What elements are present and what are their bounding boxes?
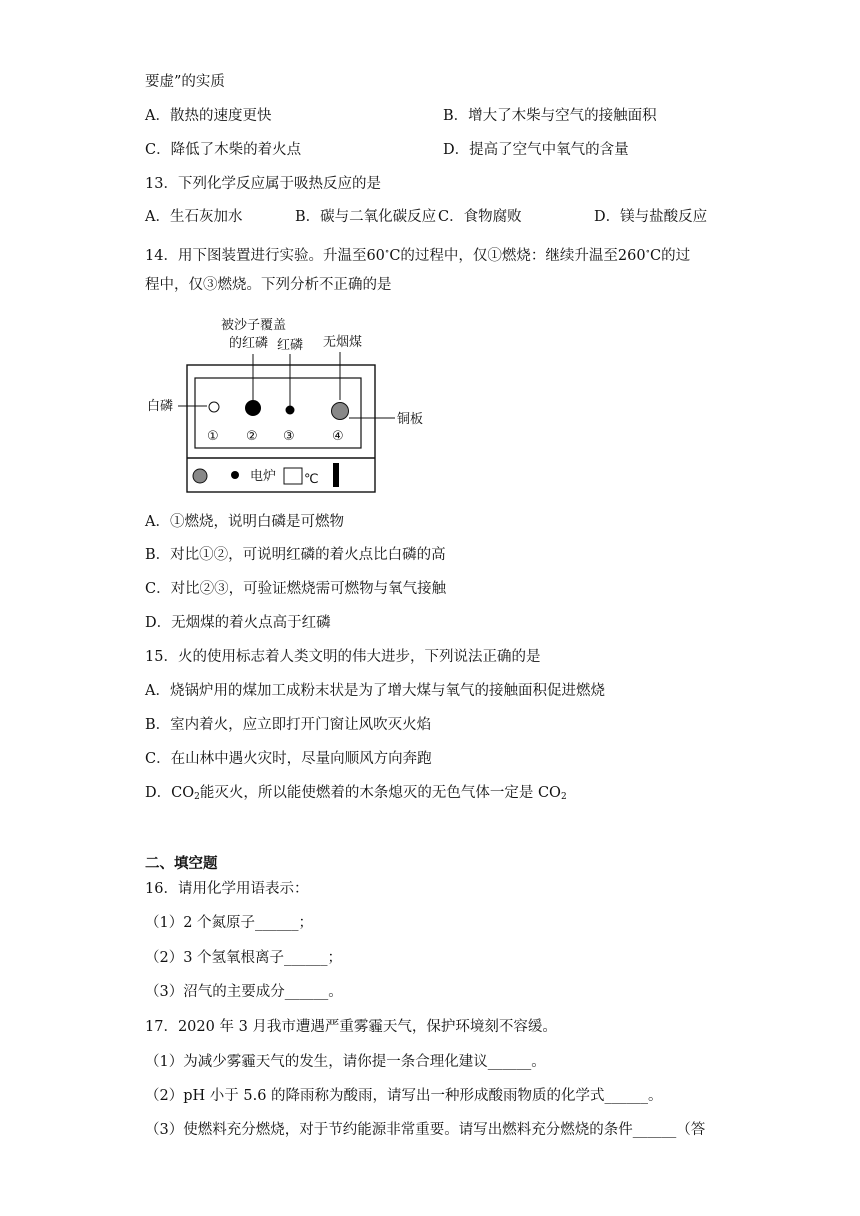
q15-option-d-part2: 能灭火，所以能使燃着的木条熄灭的无色气体一定是 CO [199,785,561,801]
q14-stem-part2: C的过程中，仅①燃烧：继续升温至 [389,248,618,264]
anthracite-sample [332,403,349,420]
q14-temp2: 260 [617,248,646,264]
q13-option-c: C．食物腐败 [438,209,522,225]
q14-option-a: A．①燃烧，说明白磷是可燃物 [145,514,344,530]
label-copper-plate: 铜板 [397,412,424,427]
label-red-phosphorus: 红磷 [277,338,304,353]
stove-switch-bar [333,463,339,487]
q15-option-b: B．室内着火，应立即打开门窗让风吹灭火焰 [145,717,432,733]
q14-stem-part1: 14．用下图装置进行实验。升温至 [145,248,367,264]
q13-option-a: A．生石灰加水 [145,209,243,225]
label-white-phosphorus: 白磷 [147,399,174,414]
temperature-display [284,468,302,484]
q14-option-b: B．对比①②，可说明红磷的着火点比白磷的高 [145,547,446,563]
q12-option-c: C．降低了木柴的着火点 [145,142,302,158]
q15-option-d-part1: D．CO [145,785,195,801]
q14-stem-line2: 程中，仅③燃烧。下列分析不正确的是 [145,277,392,293]
number-4: ④ [332,429,344,444]
q14-degree-2: ∘ [645,247,651,257]
experiment-apparatus-figure [145,312,445,502]
q12-option-b: B．增大了木柴与空气的接触面积 [443,108,657,124]
sand-covered-red-phosphorus-sample [245,400,261,416]
q14-option-d: D．无烟煤的着火点高于红磷 [145,615,331,631]
q17-sub1: （1）为减少雾霾天气的发生，请你提一条合理化建议______。 [145,1054,546,1070]
white-phosphorus-sample [209,402,219,412]
number-1: ① [207,429,219,444]
q13-option-d: D．镁与盐酸反应 [594,209,708,225]
q16-stem: 16．请用化学用语表示： [145,881,309,897]
label-anthracite: 无烟煤 [323,335,363,350]
q14-stem-part3: C的过 [650,248,691,264]
q12-option-d: D．提高了空气中氧气的含量 [443,142,629,158]
number-2: ② [246,429,258,444]
label-electric-stove: 电炉 [250,469,277,484]
q17-sub2: （2）pH 小于 5.6 的降雨称为酸雨，请写出一种形成酸雨物质的化学式______。 [145,1088,663,1104]
q14-option-c: C．对比②③，可验证燃烧需可燃物与氧气接触 [145,581,447,597]
red-phosphorus-sample [286,406,295,415]
q13-option-b: B．碳与二氧化碳反应 [295,209,437,225]
q17-sub3: （3）使燃料充分燃烧，对于节约能源非常重要。请写出燃料充分燃烧的条件______（答 [145,1122,706,1138]
q15-option-d-sub2: 2 [560,792,567,802]
stove-indicator-light [231,471,239,479]
label-celsius-unit: ℃ [304,472,319,487]
q14-temp1: 60 [366,248,385,264]
q14-stem-line1 [145,242,690,266]
label-sand-covered-line2: 的红磷 [229,336,269,351]
q15-option-a: A．烧锅炉用的煤加工成粉末状是为了增大煤与氧气的接触面积促进燃烧 [145,683,605,699]
number-3: ③ [283,429,295,444]
q15-option-d-sub1: 2 [194,792,200,802]
label-sand-covered-line1: 被沙子覆盖 [221,318,287,333]
q16-sub1: （1）2 个氮原子______； [145,915,314,931]
q17-stem: 17．2020 年 3 月我市遭遇严重雾霾天气，保护环境刻不容缓。 [145,1019,557,1035]
q16-sub2: （2）3 个氢氧根离子______； [145,950,343,966]
q14-degree-1: ∘ [384,247,390,257]
stove-knob [193,469,207,483]
q12-option-a: A．散热的速度更快 [145,108,272,124]
q13-stem: 13．下列化学反应属于吸热反应的是 [145,176,381,192]
section-title-fill-in: 二、填空题 [145,856,218,872]
q15-option-d [145,783,567,807]
q12-stem-continuation: 要虚”的实质 [145,74,225,90]
q16-sub3: （3）沼气的主要成分______。 [145,984,343,1000]
q15-stem: 15．火的使用标志着人类文明的伟大进步，下列说法正确的是 [145,649,541,665]
q15-option-c: C．在山林中遇火灾时，尽量向顺风方向奔跑 [145,751,432,767]
